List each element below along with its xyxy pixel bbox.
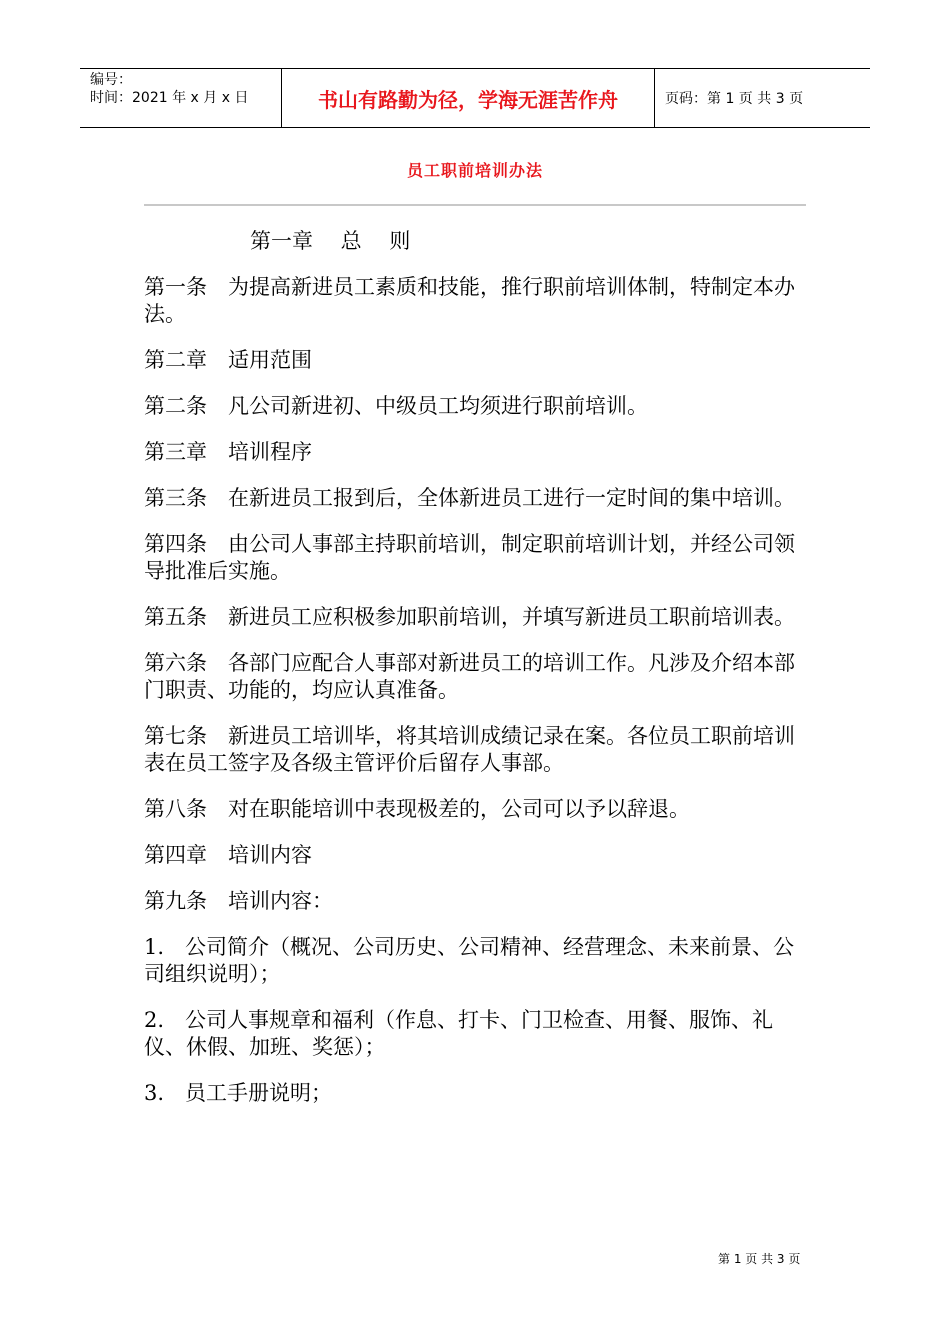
article-paragraph: 第五条 新进员工应积极参加职前培训，并填写新进员工职前培训表。	[144, 605, 795, 629]
list-item: 2. 公司人事规章和福利（作息、打卡、门卫检查、用餐、服饰、礼仪、休假、加班、奖惩）；	[144, 1008, 774, 1059]
chapter-heading: 第四章 培训内容	[144, 843, 312, 867]
chapter-heading: 第二章 适用范围	[144, 348, 312, 372]
article-paragraph: 第八条 对在职能培训中表现极差的，公司可以予以辞退。	[144, 797, 690, 821]
article-paragraph: 第一条 为提高新进员工素质和技能，推行职前培训体制，特制定本办法。	[144, 275, 795, 326]
chapter-heading: 第一章 总 则	[250, 229, 411, 253]
page-footer: 第 1 页 共 3 页	[718, 1252, 801, 1266]
header-motto: 书山有路勤为径，学海无涯苦作舟	[282, 69, 655, 127]
article-paragraph: 第三条 在新进员工报到后，全体新进员工进行一定时间的集中培训。	[144, 486, 795, 510]
title-divider	[144, 204, 806, 206]
article-paragraph: 第四条 由公司人事部主持职前培训，制定职前培训计划，并经公司领导批准后实施。	[144, 532, 795, 583]
time-label: 时间：2021 年 x 月 x 日	[90, 90, 249, 106]
header-page-code: 页码：第 1 页 共 3 页	[665, 91, 804, 107]
article-paragraph: 第二条 凡公司新进初、中级员工均须进行职前培训。	[144, 394, 648, 418]
document-body	[144, 228, 808, 1126]
article-paragraph: 第六条 各部门应配合人事部对新进员工的培训工作。凡涉及介绍本部门职责、功能的，均应认真准备。	[144, 651, 795, 702]
chapter-heading: 第三章 培训程序	[144, 440, 312, 464]
document-title: 员工职前培训办法	[406, 161, 543, 180]
list-item: 3. 员工手册说明；	[144, 1081, 333, 1105]
article-paragraph: 第九条 培训内容：	[144, 889, 333, 913]
number-label: 编号：	[90, 72, 132, 88]
article-paragraph: 第七条 新进员工培训毕，将其培训成绩记录在案。各位员工职前培训表在员工签字及各级主管评价后留存人事部。	[144, 724, 795, 775]
page-header	[80, 68, 870, 128]
list-item: 1. 公司简介（概况、公司历史、公司精神、经营理念、未来前景、公司组织说明）；	[144, 935, 795, 986]
header-meta	[80, 69, 282, 127]
